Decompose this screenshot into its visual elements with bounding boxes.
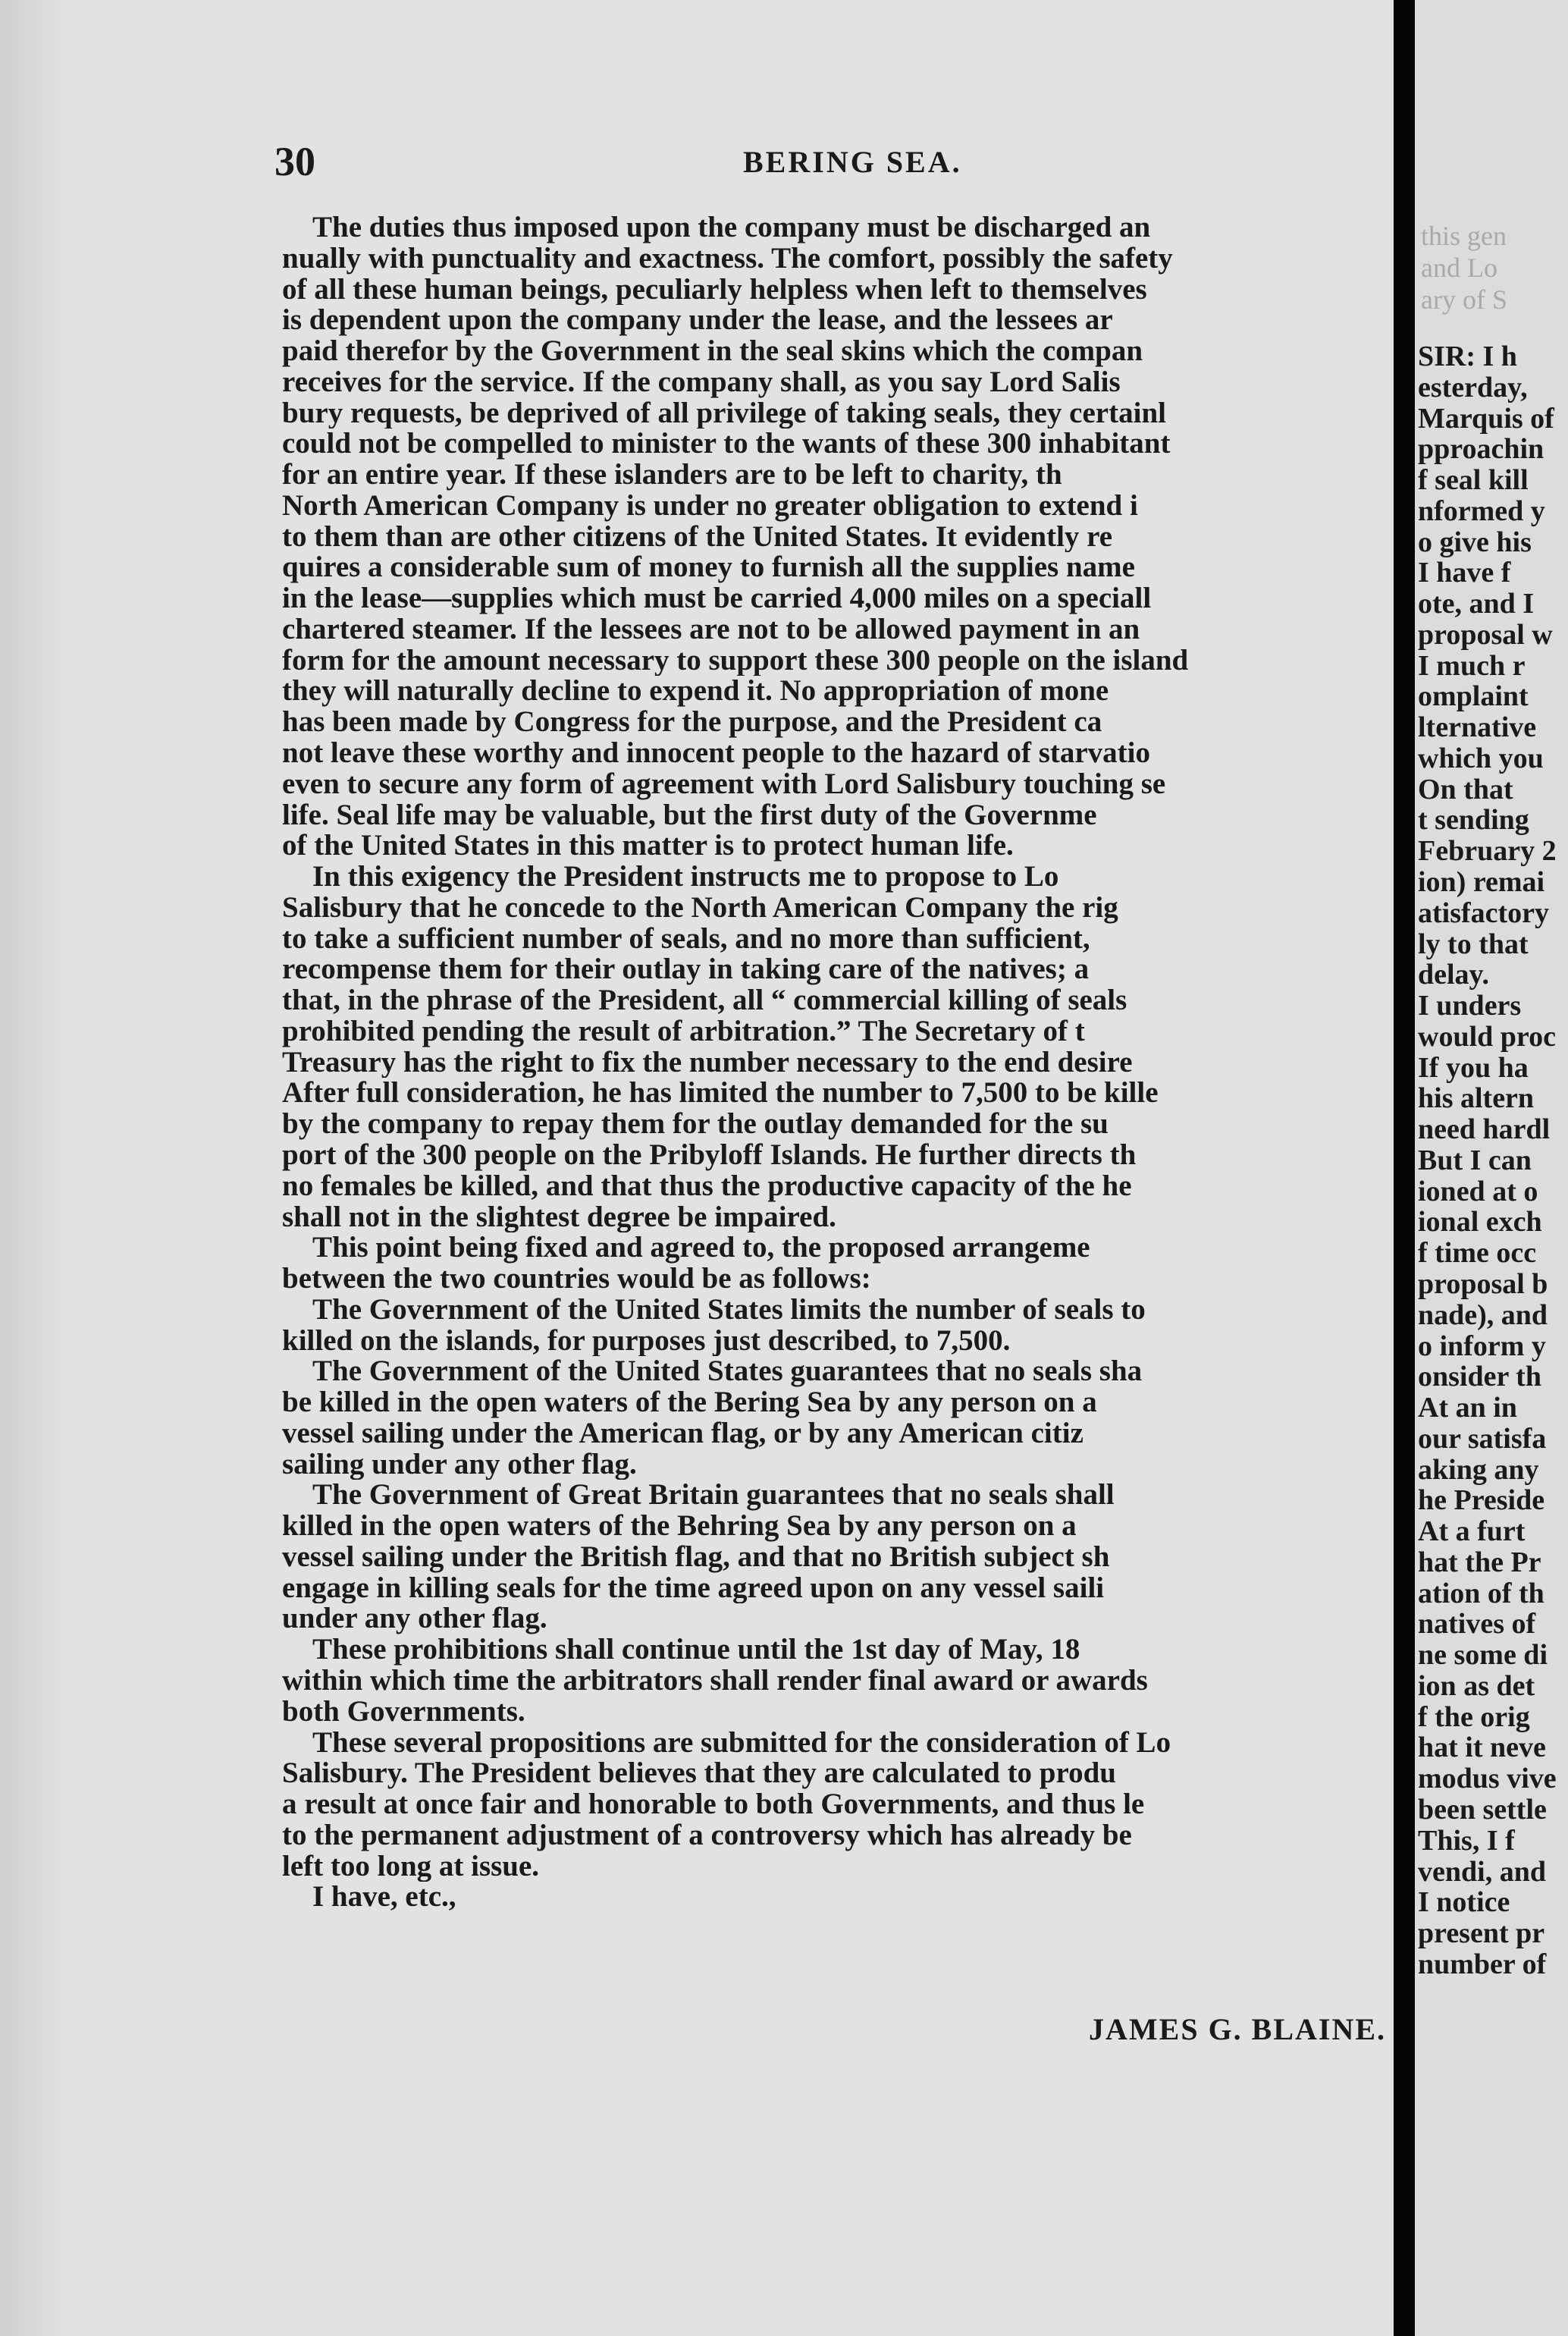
facing-text-line: On that xyxy=(1418,774,1513,805)
facing-text-line: pproachin xyxy=(1418,434,1544,466)
facing-text-line: t sending xyxy=(1418,805,1529,837)
text-line: The Government of the United States limits the number of seals to xyxy=(312,1294,1146,1326)
text-line: not leave these worthy and innocent people to the hazard of starvatio xyxy=(282,738,1150,769)
facing-text-line: lternative xyxy=(1418,712,1537,743)
text-line: under any other flag. xyxy=(282,1603,547,1635)
facing-text-line: f seal kill xyxy=(1418,465,1529,496)
facing-text-line: I much r xyxy=(1418,650,1526,682)
facing-text-line: ion as det xyxy=(1418,1670,1535,1702)
text-line: I have, etc., xyxy=(312,1882,456,1914)
facing-text-line: proposal w xyxy=(1418,619,1553,651)
text-line: a result at once fair and honorable to both Governments, and thus le xyxy=(282,1789,1145,1820)
text-line: both Governments. xyxy=(282,1696,525,1728)
text-line: they will naturally decline to expend it. No appropriation of mone xyxy=(282,676,1109,708)
facing-text-line: ly to that xyxy=(1418,928,1529,960)
text-line: bury requests, be deprived of all privilege of taking seals, they certainl xyxy=(282,397,1166,429)
facing-text-line: nade), and xyxy=(1418,1299,1548,1331)
text-line: form for the amount necessary to support these 300 people on the island xyxy=(282,645,1189,677)
facing-text-line: his altern xyxy=(1418,1083,1535,1115)
facing-text-line: February 2 xyxy=(1418,836,1557,868)
text-line: receives for the service. If the company shall, as you say Lord Salis xyxy=(282,366,1121,398)
text-line: The duties thus imposed upon the company must be discharged an xyxy=(312,212,1151,243)
text-line: These prohibitions shall continue until the 1st day of May, 18 xyxy=(312,1634,1080,1666)
facing-text-line: atisfactory xyxy=(1418,897,1550,929)
facing-text-line: modus vive xyxy=(1418,1763,1557,1794)
text-line: for an entire year. If these islanders are to be left to charity, th xyxy=(282,460,1062,491)
facing-text-line: which you xyxy=(1418,743,1544,774)
text-line: Salisbury. The President believes that they are calculated to produ xyxy=(282,1758,1116,1790)
text-line: This point being fixed and agreed to, the proposed arrangeme xyxy=(312,1232,1090,1264)
text-line: vessel sailing under the American flag, or by any American citiz xyxy=(282,1418,1083,1449)
text-line: by the company to repay them for the outlay demanded for the su xyxy=(282,1109,1109,1140)
text-line: port of the 300 people on the Pribyloff Islands. He further directs th xyxy=(282,1139,1137,1171)
facing-text-line: ote, and I xyxy=(1418,589,1535,620)
facing-text-line: ion) remai xyxy=(1418,867,1545,898)
text-line: even to secure any form of agreement with Lord Salisbury touching se xyxy=(282,768,1166,800)
text-line: prohibited pending the result of arbitration.” The Secretary of t xyxy=(282,1016,1085,1047)
faint-text-line: this gen xyxy=(1421,221,1507,251)
faint-text-line: ary of S xyxy=(1421,284,1507,315)
facing-text-line: f time occ xyxy=(1418,1238,1537,1269)
text-line: recompense them for their outlay in taking care of the natives; a xyxy=(282,954,1090,986)
book-gutter xyxy=(1394,0,1415,2336)
text-line: to take a sufficient number of seals, and no more than sufficient, xyxy=(282,923,1090,955)
facing-text-line: number of xyxy=(1418,1948,1547,1980)
facing-text-line: he Preside xyxy=(1418,1485,1545,1517)
facing-text-line: SIR: I h xyxy=(1418,341,1517,372)
letter-body xyxy=(282,212,1404,1913)
text-line: Salisbury that he concede to the North American Company the rig xyxy=(282,892,1118,924)
facing-text-line: o give his xyxy=(1418,526,1532,558)
facing-text-line: proposal b xyxy=(1418,1268,1548,1300)
text-line: quires a considerable sum of money to furnish all the supplies name xyxy=(282,552,1135,584)
facing-text-line: delay. xyxy=(1418,959,1489,991)
facing-text-line: I notice xyxy=(1418,1887,1510,1919)
text-line: of all these human beings, peculiarly helpless when left to themselves xyxy=(282,274,1147,306)
text-line: shall not in the slightest degree be impaired. xyxy=(282,1201,836,1233)
facing-text-line: ional exch xyxy=(1418,1207,1542,1239)
text-line: These several propositions are submitted for the consideration of Lo xyxy=(312,1727,1171,1759)
facing-text-line: o inform y xyxy=(1418,1330,1546,1362)
facing-text-line: vendi, and xyxy=(1418,1856,1546,1888)
facing-text-line: ioned at o xyxy=(1418,1176,1538,1207)
facing-text-line: omplaint xyxy=(1418,681,1529,713)
text-line: The Government of Great Britain guarantees that no seals shall xyxy=(312,1480,1115,1512)
faint-text-line: and Lo xyxy=(1421,253,1497,283)
text-line: between the two countries would be as follows: xyxy=(282,1264,871,1295)
facing-text-line: nformed y xyxy=(1418,495,1545,527)
facing-text-line: If you ha xyxy=(1418,1052,1529,1084)
text-line: could not be compelled to minister to the wants of these 300 inhabitant xyxy=(282,429,1171,460)
text-line: Treasury has the right to fix the number necessary to the end desire xyxy=(282,1047,1133,1079)
text-line: North American Company is under no greater obligation to extend i xyxy=(282,490,1138,522)
text-line: nually with punctuality and exactness. The comfort, possibly the safety xyxy=(282,243,1173,275)
text-line: sailing under any other flag. xyxy=(282,1449,637,1480)
facing-page-text xyxy=(1418,341,1568,1980)
text-line: vessel sailing under the British flag, and that no British subject sh xyxy=(282,1541,1110,1573)
facing-text-line: aking any xyxy=(1418,1454,1539,1486)
facing-text-line: ne some di xyxy=(1418,1640,1548,1671)
facing-text-line: esterday, xyxy=(1418,372,1528,403)
running-head: BERING SEA. xyxy=(743,145,962,179)
text-line: left too long at issue. xyxy=(282,1851,540,1882)
text-line: that, in the phrase of the President, all “ commercial killing of seals xyxy=(282,985,1127,1016)
text-line: within which time the arbitrators shall render final award or awards xyxy=(282,1665,1148,1697)
text-line: of the United States in this matter is to protect human life. xyxy=(282,830,1014,862)
facing-text-line: This, I f xyxy=(1418,1825,1515,1857)
facing-text-line: natives of xyxy=(1418,1609,1536,1641)
text-line: In this exigency the President instructs me to propose to Lo xyxy=(312,862,1059,893)
text-line: is dependent upon the company under the lease, and the lessees ar xyxy=(282,305,1113,337)
facing-text-line: been settle xyxy=(1418,1794,1547,1826)
text-line: killed in the open waters of the Behring Sea by any person on a xyxy=(282,1511,1077,1542)
text-line: chartered steamer. If the lessees are not to be allowed payment in an xyxy=(282,614,1140,645)
text-line: be killed in the open waters of the Bering Sea by any person on a xyxy=(282,1387,1097,1418)
facing-text-line: present pr xyxy=(1418,1918,1545,1949)
text-line: engage in killing seals for the time agreed upon on any vessel saili xyxy=(282,1572,1105,1604)
facing-text-line: But I can xyxy=(1418,1144,1532,1176)
text-line: has been made by Congress for the purpose, and the President ca xyxy=(282,707,1102,739)
text-line: The Government of the United States guarantees that no seals sha xyxy=(312,1356,1143,1388)
text-line: paid therefor by the Government in the seal skins which the compan xyxy=(282,336,1143,367)
text-line: life. Seal life may be valuable, but the first duty of the Governme xyxy=(282,799,1097,831)
facing-page-fragment xyxy=(1415,0,1568,2336)
facing-text-line: need hardl xyxy=(1418,1114,1551,1145)
facing-text-line: hat the Pr xyxy=(1418,1546,1541,1578)
facing-text-line: hat it neve xyxy=(1418,1732,1546,1764)
text-line: no females be killed, and that thus the productive capacity of the he xyxy=(282,1170,1132,1202)
text-line: killed on the islands, for purposes just described, to 7,500. xyxy=(282,1325,1011,1357)
facing-text-line: would proc xyxy=(1418,1021,1556,1053)
signature: JAMES G. BLAINE. xyxy=(1089,2012,1387,2046)
page-number: 30 xyxy=(274,139,315,184)
facing-text-line: At a furt xyxy=(1418,1516,1526,1547)
facing-text-line: our satisfa xyxy=(1418,1423,1547,1455)
facing-text-line: I unders xyxy=(1418,991,1522,1022)
facing-text-line: ation of th xyxy=(1418,1578,1544,1609)
facing-text-line: f the orig xyxy=(1418,1701,1530,1733)
text-line: to the permanent adjustment of a controversy which has already be xyxy=(282,1820,1132,1851)
facing-text-line: onsider th xyxy=(1418,1361,1541,1393)
facing-text-line: At an in xyxy=(1418,1392,1517,1424)
facing-text-line: I have f xyxy=(1418,557,1511,589)
facing-text-line: Marquis of xyxy=(1418,403,1554,435)
text-line: to them than are other citizens of the United States. It evidently re xyxy=(282,521,1113,553)
text-line: After full consideration, he has limited the number to 7,500 to be kille xyxy=(282,1078,1159,1110)
text-line: in the lease—supplies which must be carried 4,000 miles on a speciall xyxy=(282,583,1152,614)
